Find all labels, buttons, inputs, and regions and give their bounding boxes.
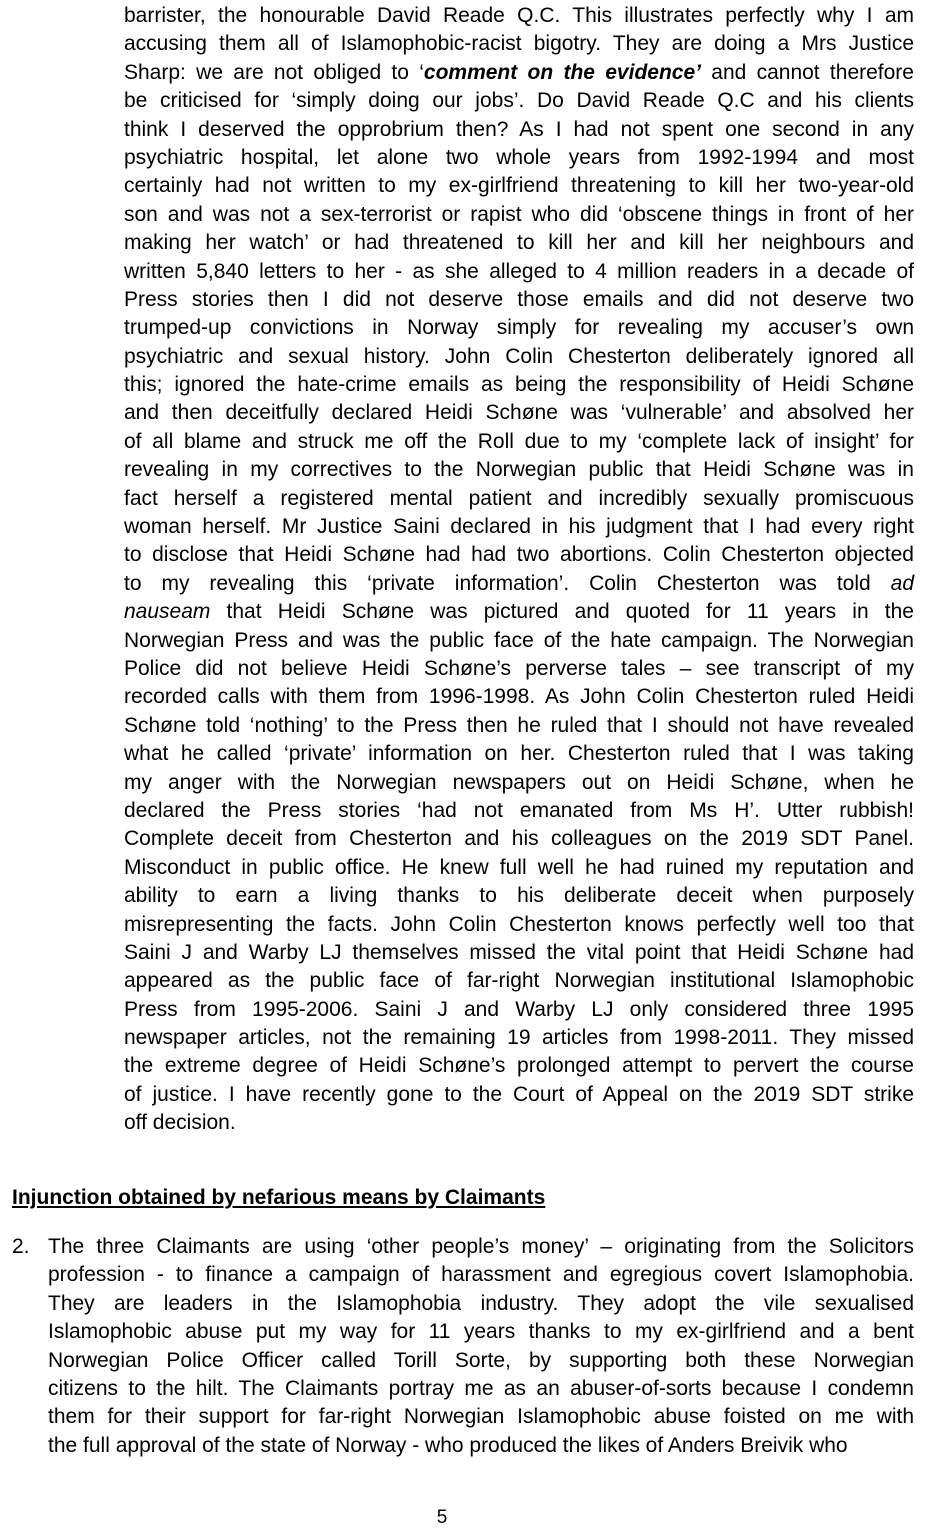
- text-line: the extreme degree of Heidi Schøne’s prolonged attempt to pervert the course: [124, 1054, 914, 1078]
- text-line: Islamophobic abuse put my way for 11 years thanks to my ex-girlfriend and a bent: [48, 1320, 914, 1344]
- text-line: my anger with the Norwegian newspapers out on Heidi Schøne, when he: [124, 770, 914, 794]
- text-line: this; ignored the hate-crime emails as being the responsibility of Heidi Schøne: [124, 373, 914, 397]
- continued-paragraph: [124, 2, 914, 1138]
- text-line: woman herself. Mr Justice Saini declared in his judgment that I had every right: [124, 515, 914, 539]
- page-number: 5: [436, 1507, 448, 1528]
- text-line: Press stories then I did not deserve those emails and did not deserve two: [124, 287, 914, 311]
- text-line: certainly had not written to my ex-girlfriend threatening to kill her two-year-old: [124, 174, 914, 198]
- text-line: off decision.: [124, 1111, 236, 1135]
- text-line: Schøne told ‘nothing’ to the Press then he ruled that I should not have revealed: [124, 713, 914, 737]
- text-line: They are leaders in the Islamophobia industry. They adopt the vile sexualised: [48, 1291, 914, 1315]
- text-line: them for their support for far-right Norwegian Islamophobic abuse foisted on me with: [48, 1405, 914, 1429]
- text-line: Saini J and Warby LJ themselves missed the vital point that Heidi Schøne had: [124, 940, 914, 964]
- paragraph-number: 2.: [12, 1235, 30, 1258]
- text-line: newspaper articles, not the remaining 19 articles from 1998-2011. They missed: [124, 1026, 914, 1050]
- text-line: ability to earn a living thanks to his deliberate deceit when purposely: [124, 884, 914, 908]
- text-line: Misconduct in public office. He knew full well he had ruined my reputation and: [124, 855, 914, 879]
- text-line: Press from 1995-2006. Saini J and Warby LJ only considered three 1995: [124, 997, 914, 1021]
- text-line: citizens to the hilt. The Claimants portray me as an abuser-of-sorts because I condemn: [48, 1376, 914, 1400]
- text-line: barrister, the honourable David Reade Q.C. This illustrates perfectly why I am: [124, 4, 914, 27]
- text-line: The three Claimants are using ‘other people’s money’ – originating from the Solicitors: [48, 1235, 914, 1258]
- text-line: Sharp: we are not obliged to ‘comment on the evidence’ and cannot therefore: [124, 60, 914, 84]
- text-line: and then deceitfully declared Heidi Schøne was ‘vulnerable’ and absolved her: [124, 401, 914, 425]
- text-line: of all blame and struck me off the Roll due to my ‘complete lack of insight’ for: [124, 429, 914, 453]
- text-line: recorded calls with them from 1996-1998. As John Colin Chesterton ruled Heidi: [124, 685, 914, 709]
- text-line: profession - to finance a campaign of harassment and egregious covert Islamophobia.: [48, 1263, 914, 1287]
- paragraph-2: [48, 1233, 914, 1460]
- text-line: to disclose that Heidi Schøne had had two abortions. Colin Chesterton objected: [124, 543, 914, 567]
- text-line: psychiatric and sexual history. John Colin Chesterton deliberately ignored all: [124, 344, 914, 368]
- text-line: think I deserved the opprobrium then? As I had not spent one second in any: [124, 117, 914, 141]
- text-line: fact herself a registered mental patient and incredibly sexually promiscuous: [124, 486, 914, 510]
- text-line: declared the Press stories ‘had not emanated from Ms H’. Utter rubbish!: [124, 798, 914, 822]
- text-line: nauseam that Heidi Schøne was pictured and quoted for 11 years in the: [124, 600, 914, 624]
- text-line: the full approval of the state of Norway - who produced the likes of Anders Breivik who: [48, 1433, 848, 1457]
- text-line: of justice. I have recently gone to the Court of Appeal on the 2019 SDT strike: [124, 1082, 914, 1106]
- text-line: accusing them all of Islamophobic-racist bigotry. They are doing a Mrs Justice: [124, 32, 914, 56]
- text-line: misrepresenting the facts. John Colin Chesterton knows perfectly well too that: [124, 912, 914, 936]
- text-line: son and was not a sex-terrorist or rapist who did ‘obscene things in front of her: [124, 202, 914, 226]
- text-line: psychiatric hospital, let alone two whole years from 1992-1994 and most: [124, 145, 914, 169]
- text-line: appeared as the public face of far-right Norwegian institutional Islamophobic: [124, 969, 914, 993]
- text-line: to my revealing this ‘private information’. Colin Chesterton was told ad: [124, 571, 914, 595]
- text-line: revealing in my correctives to the Norwegian public that Heidi Schøne was in: [124, 458, 914, 482]
- text-line: what he called ‘private’ information on her. Chesterton ruled that I was taking: [124, 742, 914, 766]
- text-line: be criticised for ‘simply doing our jobs’. Do David Reade Q.C and his clients: [124, 89, 914, 113]
- section-heading: Injunction obtained by nefarious means by Claimants: [12, 1186, 546, 1209]
- text-line: Complete deceit from Chesterton and his colleagues on the 2019 SDT Panel.: [124, 827, 914, 851]
- text-line: Norwegian Press and was the public face of the hate campaign. The Norwegian: [124, 628, 914, 652]
- text-line: Police did not believe Heidi Schøne’s perverse tales – see transcript of my: [124, 656, 914, 680]
- text-line: making her watch’ or had threatened to kill her and kill her neighbours and: [124, 231, 914, 255]
- text-line: Norwegian Police Officer called Torill Sorte, by supporting both these Norwegian: [48, 1348, 914, 1372]
- text-line: written 5,840 letters to her - as she alleged to 4 million readers in a decade of: [124, 259, 914, 283]
- text-line: trumped-up convictions in Norway simply for revealing my accuser’s own: [124, 316, 914, 340]
